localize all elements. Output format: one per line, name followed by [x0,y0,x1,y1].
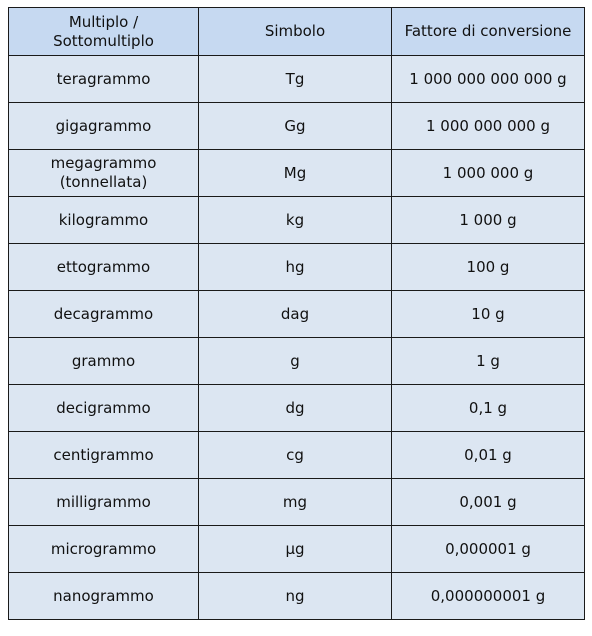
table-row [9,432,585,479]
table-row [9,150,585,197]
conversion-factor-cell: 0,000000001 g [392,573,585,620]
header-multiple-line2: Sottomultiplo [53,31,154,50]
header-multiple-line1: Multiplo / [68,12,139,31]
unit-symbol-cell: Tg [199,56,392,103]
unit-name-cell [9,338,199,385]
table-body [9,56,585,620]
table-header-row [9,8,585,56]
conversion-table-container [8,7,585,620]
mass-units-table [8,7,585,620]
conversion-factor-cell: 1 000 000 000 g [392,103,585,150]
unit-name: decigrammo [56,398,151,417]
unit-name: decagrammo [53,304,154,323]
table-row [9,338,585,385]
table-row [9,385,585,432]
unit-name-cell [9,385,199,432]
conversion-factor-cell: 0,01 g [392,432,585,479]
conversion-factor-cell: 0,001 g [392,479,585,526]
unit-symbol-cell: Mg [199,150,392,197]
table-row [9,197,585,244]
unit-name-cell [9,573,199,620]
unit-symbol-cell: kg [199,197,392,244]
unit-name: centigrammo [53,445,154,464]
unit-name-cell [9,244,199,291]
conversion-factor-cell: 0,1 g [392,385,585,432]
unit-name: grammo [71,351,136,370]
unit-name-cell [9,103,199,150]
unit-symbol-cell: g [199,338,392,385]
conversion-factor-cell: 10 g [392,291,585,338]
unit-name-cell [9,197,199,244]
table-row [9,573,585,620]
conversion-factor-cell: 1 000 g [392,197,585,244]
unit-name: gigagrammo [55,116,152,135]
conversion-factor-cell: 1 000 000 g [392,150,585,197]
unit-name: ettogrammo [56,257,151,276]
table-row [9,244,585,291]
unit-name: milligrammo [56,492,151,511]
unit-name: nanogrammo [53,586,154,605]
unit-name: teragrammo [56,69,151,88]
conversion-factor-cell: 100 g [392,244,585,291]
header-conversion-factor: Fattore di conversione [392,8,585,56]
unit-name-cell [9,150,199,197]
unit-name: megagrammo [50,154,157,172]
table-row [9,526,585,573]
unit-name-cell [9,479,199,526]
unit-name-cell [9,526,199,573]
table-row [9,479,585,526]
unit-name: microgrammo [50,539,157,558]
conversion-factor-cell: 1 g [392,338,585,385]
unit-symbol-cell: dg [199,385,392,432]
unit-symbol-cell: cg [199,432,392,479]
header-multiple-submultiple [9,8,199,56]
unit-symbol-cell: Gg [199,103,392,150]
unit-name-cell [9,432,199,479]
unit-symbol-cell: dag [199,291,392,338]
table-row [9,291,585,338]
unit-symbol-cell: mg [199,479,392,526]
unit-name-note: (tonnellata) [59,173,148,191]
unit-symbol-cell: µg [199,526,392,573]
unit-symbol-cell: hg [199,244,392,291]
unit-symbol-cell: ng [199,573,392,620]
conversion-factor-cell: 0,000001 g [392,526,585,573]
unit-name-cell [9,56,199,103]
table-row [9,103,585,150]
table-row [9,56,585,103]
unit-name-cell [9,291,199,338]
conversion-factor-cell: 1 000 000 000 000 g [392,56,585,103]
header-symbol: Simbolo [199,8,392,56]
unit-name: kilogrammo [58,210,149,229]
